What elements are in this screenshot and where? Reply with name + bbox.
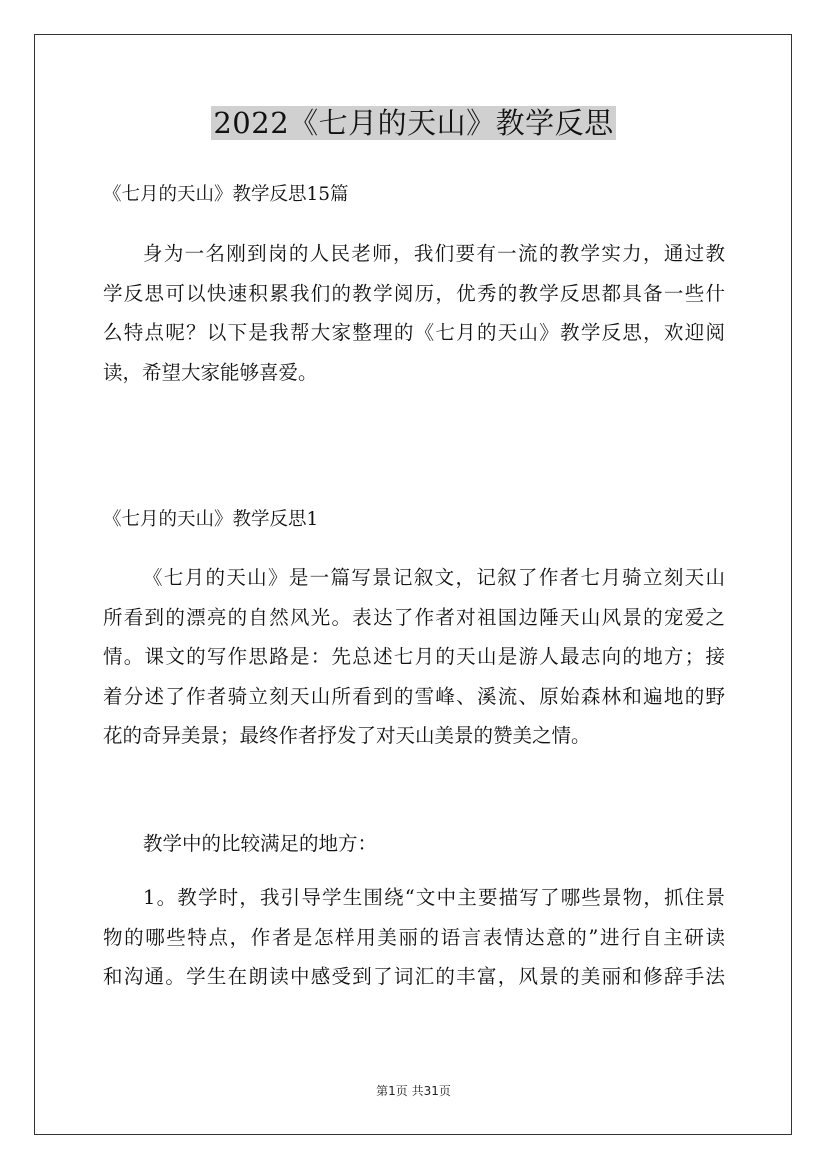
point1-paragraph <box>103 878 725 997</box>
paragraph-line: 1。教学时，我引导学生围绕“文中主要描写了哪些景物，抓住景 <box>143 886 725 909</box>
paragraph-line: 身为一名刚到岗的人民老师，我们要有一流的教学实力，通过教 <box>143 242 725 265</box>
paragraph-line: 《七月的天山》是一篇写景记叙文，记叙了作者七月骑立刻天山 <box>143 566 725 589</box>
paragraph-line: 和沟通。学生在朗读中感受到了词汇的丰富，风景的美丽和修辞手法 <box>103 965 725 988</box>
paragraph-line: 着分述了作者骑立刻天山所看到的雪峰、溪流、原始森林和遍地的野 <box>103 684 725 708</box>
paragraph-line: 教学中的比较满足的地方： <box>143 832 378 855</box>
document-title-text: 2022《七月的天山》教学反思 <box>213 106 614 140</box>
paragraph-line: 所看到的漂亮的自然风光。表达了作者对祖国边陲天山风景的宠爱之 <box>103 605 725 629</box>
page-number: 第1页 共31页 <box>376 1084 451 1098</box>
paragraph-line: 学反思可以快速积累我们的教学阅历，优秀的教学反思都具备一些什 <box>103 281 725 305</box>
intro-paragraph <box>103 234 725 392</box>
document-subtitle: 《七月的天山》教学反思15篇 <box>103 184 349 205</box>
paragraph-line: 花的奇异美景；最终作者抒发了对天山美景的赞美之情。 <box>103 724 591 747</box>
paragraph-line: 么特点呢？以下是我帮大家整理的《七月的天山》教学反思，欢迎阅 <box>103 321 725 344</box>
satisfaction-paragraph <box>103 824 725 864</box>
document-title <box>0 98 827 148</box>
section-heading: 《七月的天山》教学反思1 <box>103 509 319 530</box>
paragraph-line: 物的哪些特点，作者是怎样用美丽的语言表情达意的”进行自主研读 <box>103 925 725 949</box>
section1-paragraph <box>103 558 725 756</box>
paragraph-line: 读，希望大家能够喜爱。 <box>103 360 318 384</box>
paragraph-line: 情。课文的写作思路是：先总述七月的天山是游人最志向的地方；接 <box>103 645 725 668</box>
